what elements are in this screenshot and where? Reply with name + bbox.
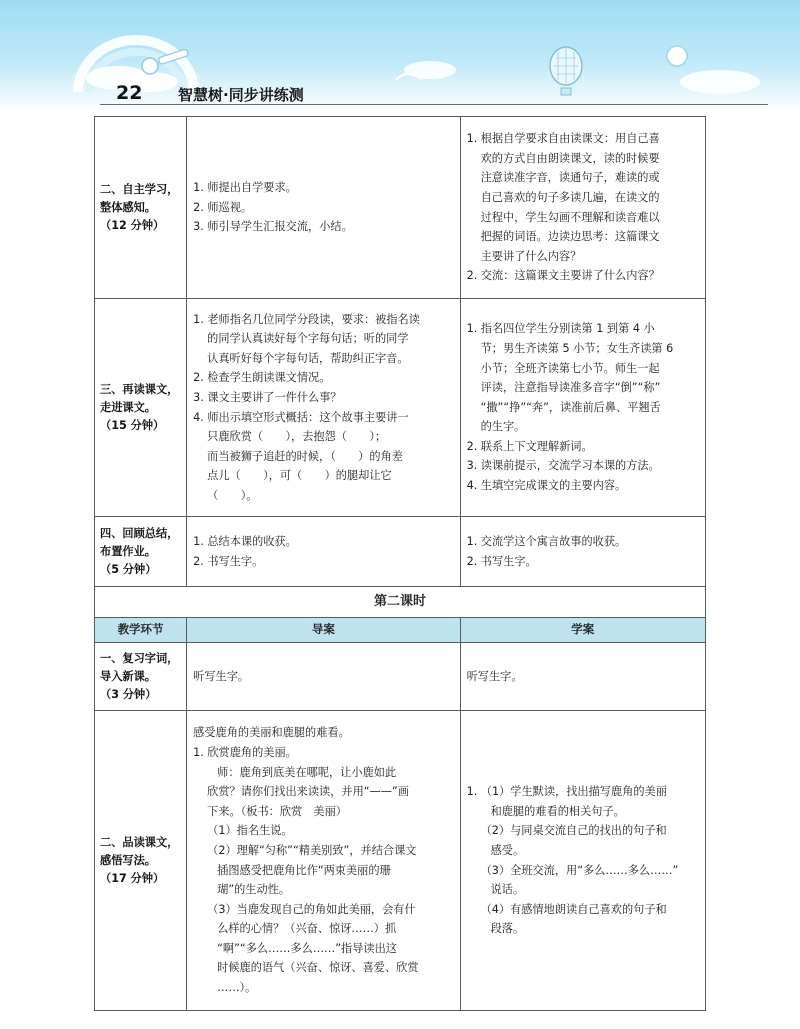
guide-cell: 听写生字。 bbox=[187, 643, 460, 711]
child-figure-icon bbox=[142, 58, 158, 74]
study-cell: 听写生字。 bbox=[460, 643, 705, 711]
study-cell: 1. 指名四位学生分别读第 1 到第 4 小 节；男生齐读第 5 小节；女生齐读第 6 小节；全班齐读第七小节。师生一起 评读，注意指导读准多音字“倒”“称” “撒”“挣”“奔”，读准前后鼻、平翘舌 的生字。 2. 联系上下文理解新词。 3. 读课前提示，交流学习本课的方法。 4. 生填空完成课文的主要内容。 bbox=[460, 299, 705, 517]
table-row bbox=[95, 711, 706, 1011]
stage-cell: 二、品读课文， 感悟写法。 （17 分钟） bbox=[95, 711, 187, 1011]
stage-cell: 四、回顾总结， 布置作业。 （5 分钟） bbox=[95, 517, 187, 587]
stage-cell: 二、自主学习， 整体感知。 （12 分钟） bbox=[95, 117, 187, 299]
guide-cell: 1. 师提出自学要求。 2. 师巡视。 3. 师引导学生汇报交流，小结。 bbox=[187, 117, 460, 299]
study-cell: 1. 交流学这个寓言故事的收获。 2. 书写生字。 bbox=[460, 517, 705, 587]
stage-cell: 一、复习字词， 导入新课。 （3 分钟） bbox=[95, 643, 187, 711]
lesson-plan-table bbox=[94, 116, 706, 1011]
session-title: 第二课时 bbox=[95, 587, 706, 618]
study-cell: 1. 根据自学要求自由读课文：用自己喜 欢的方式自由朗读课文，读的时候要 注意读准字音，读通句子，难读的或 自己喜欢的句子多读几遍，在读文的 过程中，学生勾画不理解和读音难以 把握的词语。边读边思考：这篇课文 主要讲了什么内容？ 2. 交流：这篇课文主要讲了什么内容？ bbox=[460, 117, 705, 299]
table-row bbox=[95, 517, 706, 587]
column-header-stage: 教学环节 bbox=[95, 618, 187, 643]
column-header-row bbox=[95, 618, 706, 643]
table-row bbox=[95, 587, 706, 618]
guide-cell: 1. 总结本课的收获。 2. 书写生字。 bbox=[187, 517, 460, 587]
table-row bbox=[95, 299, 706, 517]
column-header-guide: 导案 bbox=[187, 618, 460, 643]
book-title: 智慧树·同步讲练测 bbox=[178, 86, 304, 104]
header-divider bbox=[100, 104, 768, 105]
table-row bbox=[95, 643, 706, 711]
study-cell: 1. （1）学生默读，找出描写鹿角的美丽 和鹿腿的难看的相关句子。 （2）与同桌交流自己的找出的句子和 感受。 （3）全班交流，用“多么……多么……” 说话。 （4）有感情地朗读自己喜欢的句子和 段落。 bbox=[460, 711, 705, 1011]
table-row bbox=[95, 117, 706, 299]
column-header-study: 学案 bbox=[460, 618, 705, 643]
guide-cell: 1. 老师指名几位同学分段读，要求：被指名读 的同学认真读好每个字每句话；听的同学 认真听好每个字每句话，帮助纠正字音。 2. 检查学生朗读课文情况。 3. 课文主要讲了一件什么事？ 4. 师出示填空形式概括：这个故事主要讲一 只鹿欣赏（ ），去抱怨（ ）； 而当被狮子追赶的时候，（ ）的角差 点儿（ ），可（ ）的腿却让它 （ ）。 bbox=[187, 299, 460, 517]
stage-cell: 三、再读课文， 走进课文。 （15 分钟） bbox=[95, 299, 187, 517]
sun-icon bbox=[667, 46, 687, 66]
guide-cell: 感受鹿角的美丽和鹿腿的难看。 1. 欣赏鹿角的美丽。 师：鹿角到底美在哪呢，让小鹿如此 欣赏？请你们找出来读读，并用“——”画 下来。（板书：欣赏 美丽） （1）指名生说。 （2）理解“匀称”“精美别致”，并结合课文 插图感受把鹿角比作“两束美丽的珊 瑚”的生动性。 （3）当鹿发现自己的角如此美丽，会有什 么样的心情？（兴奋、惊讶……）抓 “啊”“多么……多么……”指导读出这 时候鹿的语气（兴奋、惊讶、喜爱、欣赏 ……）。 bbox=[187, 711, 460, 1011]
page-number: 22 bbox=[116, 82, 143, 104]
